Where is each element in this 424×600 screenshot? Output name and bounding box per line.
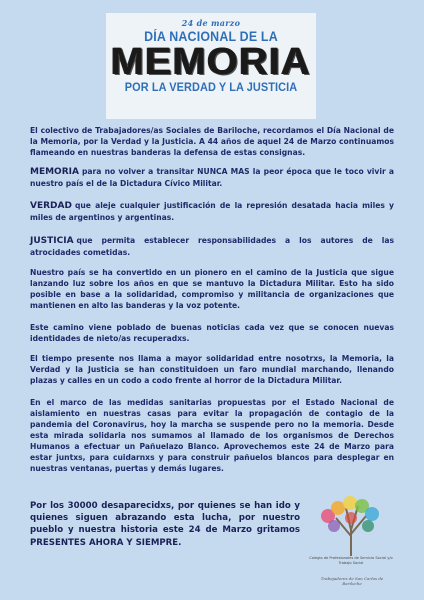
paragraph-pandemia: En el marco de las medidas sanitarias propuestas por el Estado Nacional de aislamiento en nuestras casas para evitar la propagación de contagio de la pandemia del Coronavirus, hoy la marcha se suspende pero no la memoria. Desde esta mirada solidaria nos sumamos al llamado de los organismos de Derechos Humanos a efectuar un Pañuelazo Blanco. Aprovechemos este 24 de Marzo para estar juntxs, para cuidarnxs y para construir pañuelos blancos para desplegar en nuestras ventanas, puertas y demás lugares.	[30, 398, 394, 473]
paragraph-memoria	[30, 166, 394, 189]
banner-title-bottom: POR LA VERDAD Y LA JUSTICIA	[124, 82, 298, 94]
paragraph-final: Por los 30000 desaparecidxs, por quienes se han ido y quienes siguen abrazando esta lucha, por nuestro pueblo y nuestra historia este 24 de Marzo gritamos PRESENTES AHORA Y SIEMPRE.	[30, 501, 300, 548]
paragraph-nietos: Este camino viene poblado de buenas noticias cada vez que se conocen nuevas identidades de nieto/as recuperadxs.	[30, 323, 394, 343]
paragraph-pionero: Nuestro país se ha convertido en un pionero en el camino de la Justicia que sigue lanzando luz sobre los años en que se mantuvo la Dictadura Militar. Esto ha sido posible en base a la solidaridad, compromiso y militancia de organizaciones que mantienen en alto las banderas y la voz potente.	[30, 268, 394, 310]
banner-date: 24 de marzo	[181, 18, 241, 28]
paragraph-justicia-text: que permita establecer responsabilidades a los autores de las atrocidades cometidas.	[30, 236, 394, 257]
banner-title-main: MEMORIA	[110, 41, 312, 83]
organization-logo	[306, 496, 396, 586]
lead-justicia: JUSTICIA	[30, 236, 74, 246]
logo-caption: Colegio de Profesionales de Servicio Social y/o Trabajo Social	[309, 556, 393, 565]
paragraph-verdad-text: que aleje cualquier justificación de la represión desatada hacia miles y miles de argentinos y argentinas.	[30, 201, 394, 222]
tree-logo-icon	[306, 496, 396, 558]
paragraph-solidaridad: El tiempo presente nos llama a mayor solidaridad entre nosotrxs, la Memoria, la Verdad y la Justicia se han constituidoen un faro mundial marchando, llenando plazas y calles en un codo a codo frente al horror de la Dictadura Militar.	[30, 354, 394, 385]
logo-signature: Trabajadores de San Carlos de Bariloche	[320, 576, 384, 586]
lead-verdad: VERDAD	[30, 201, 72, 211]
banner-title-top: DÍA NACIONAL DE LA	[144, 29, 278, 44]
lead-memoria: MEMORIA	[30, 167, 79, 177]
header-banner	[106, 13, 316, 119]
paragraph-justicia	[30, 235, 394, 258]
paragraph-memoria-text: para no volver a transitar NUNCA MAS la peor época que le toco vivir a nuestro país el de la Dictadura Cívico Militar.	[30, 167, 394, 188]
paragraph-intro: El colectivo de Trabajadores/as Sociales de Bariloche, recordamos el Día Nacional de la Memoria, por la Verdad y la Justicia. A 44 años de aquel 24 de Marzo continuamos flameando en nuestras banderas la defensa de estas consignas.	[30, 126, 394, 157]
paragraph-verdad	[30, 200, 394, 223]
